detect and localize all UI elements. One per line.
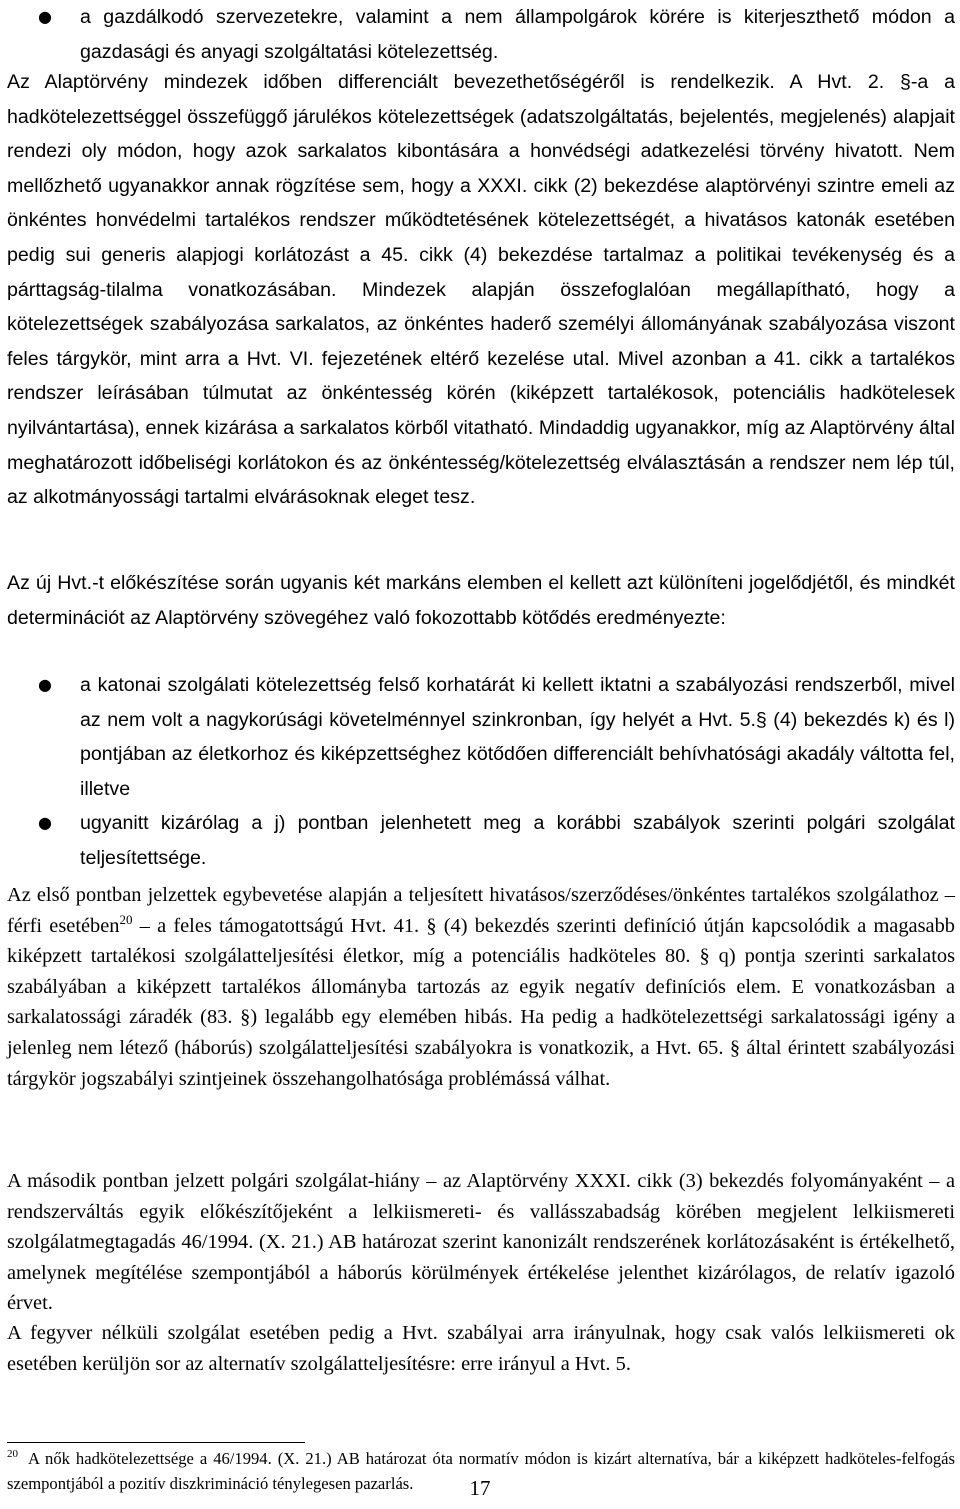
bullet-text: ugyanitt kizárólag a j) pontban jelenhetett meg a korábbi szabályok szerinti polgári szolgálat teljesítettsége. [80,812,955,869]
footnote-number: 20 [7,1448,18,1461]
footnote-separator [7,1442,305,1443]
footnote-reference[interactable]: 20 [119,911,133,927]
footnote-text: A nők hadkötelezettsége a 46/1994. (X. 21.) AB határozat óta normatív módon is kizárt alternatíva, bár a kiképzett hadköteles-felfogás szempontjából a pozitív diszkrimináció ténylegesen pazarlás. [7,1449,955,1493]
bullet-icon: ● [38,7,52,26]
list-item [0,806,955,875]
list-item [0,668,955,806]
determination-list [0,668,955,876]
paragraph-alaptorveny: Az Alaptörvény mindezek időben differenciált bevezethetőségéről is rendelkezik. A Hvt. 2. §-a a hadkötelezettséggel összefüggő járulékos kötelezettségek (adatszolgáltatás, bejelentés, megjelenés) alapjait rendezi oly módon, hogy azok sarkalatos kibontására a honvédségi adatkezelési törvény hivatott. Nem mellőzhető ugyanakkor annak rögzítése sem, hogy a XXXI. cikk (2) bekezdése alaptörvényi szintre emeli az önkéntes honvédelmi tartalékos rendszer működtetésének kötelezettségét, a hivatásos katonák esetében pedig sui generis alapjogi korlátozást a 45. cikk (4) bekezdése tartalmaz a politikai tevékenység és a párttagság-tilalma vonatkozásában. Mindezek alapján összefoglalóan megállapítható, hogy a kötelezettségek szabályozása sarkalatos, az önkéntes haderő személyi állományának szabályozása viszont feles tárgykör, mint arra a Hvt. VI. fejezetének eltérő kezelése utal. Mivel azonban a 41. cikk a tartalékos rendszer leírásában túlmutat az önkéntesség körén (kiképzett tartalékosok, potenciális hadkötelesek nyilvántartása), ennek kizárása a sarkalatos körből vitatható. Mindaddig ugyanakkor, míg az Alaptörvény által meghatározott időbeliségi korlátokon és az önkéntesség/kötelezettség elválasztásán a rendszer nem lép túl, az alkotmányossági tartalmi elvárásoknak eleget tesz. [7,71,955,509]
list-item [0,0,955,69]
bullet-icon: ● [38,813,52,833]
page-number: 17 [469,1476,491,1500]
bullet-icon: ● [38,675,52,694]
paragraph-elso-pont [7,880,955,1094]
paragraph-uj-hvt: Az új Hvt.-t előkészítése során ugyanis két markáns elemben el kellett azt különíteni jogelődjétől, és mindkét determinációt az Alaptörvény szövegéhez való fokozottabb kötődés eredményezte: [7,572,955,629]
paragraph-fegyver-nelkuli: A fegyver nélküli szolgálat esetében pedig a Hvt. szabályai arra irányulnak, hogy csak valós lelkiismereti ok esetében kerüljön sor az alternatív szolgálatteljesítésre: erre irányul a Hvt. 5. [7,1322,955,1375]
paragraph-masodik-pont: A második pontban jelzett polgári szolgálat-hiány – az Alaptörvény XXXI. cikk (3) bekezdés folyományaként – a rendszerváltás egyik előkészítőjeként a lelkiismereti- és vallásszabadság körében megjelent lelkiismereti szolgálatmegtagadás 46/1994. (X. 21.) AB határozat szerint kanonizált rendszerének korlátozásaként is értékelhető, amelynek megítélése szempontjából a háborús körülmények értékelése jelenthet kizárólagos, de relatív igazoló érvet. [7,1170,955,1315]
top-bullet-list [0,0,955,69]
paragraph-text-start: Az első pontban jelzettek egybevetése alapján a teljesített hivatásos/szerződéses/önkéntes tartalékos szolgálathoz – férfi esetében [7,884,955,937]
paragraph-text-end: – a feles támogatottságú Hvt. 41. § (4) bekezdés szerinti definíció útján kapcsolódik a magasabb kiképzett tartalékosi szolgálatteljesítési életkor, míg a potenciális hadköteles 80. § q) pontja szerinti sarkalatos szabályában a kiképzett tartalékos állományba tartozás az egyik negatív definíciós elem. E vonatkozásban a sarkalatossági záradék (83. §) legalább egy elemében hibás. Ha pedig a hadkötelezettségi sarkalatossági igény a jelenleg nem létező (háborús) szolgálatteljesítési szabályokra is vonatkozik, a Hvt. 65. § által érintett szabályozási tárgykör jogszabályi szintjeinek összehangolhatósága problémássá válhat. [7,914,955,1090]
bullet-text: a gazdálkodó szervezetekre, valamint a nem állampolgárok körére is kiterjeszthető módon a gazdasági és anyagi szolgáltatási kötelezettség. [80,6,955,63]
bullet-text: a katonai szolgálati kötelezettség felső korhatárát ki kellett iktatni a szabályozási rendszerből, mivel az nem volt a nagykorúsági követelménnyel szinkronban, így helyét a Hvt. 5.§ (4) bekezdés k) és l) pontjában az életkorhoz és kiképzettséghez kötődően differenciált behívhatósági akadály váltotta fel, illetve [80,674,955,800]
